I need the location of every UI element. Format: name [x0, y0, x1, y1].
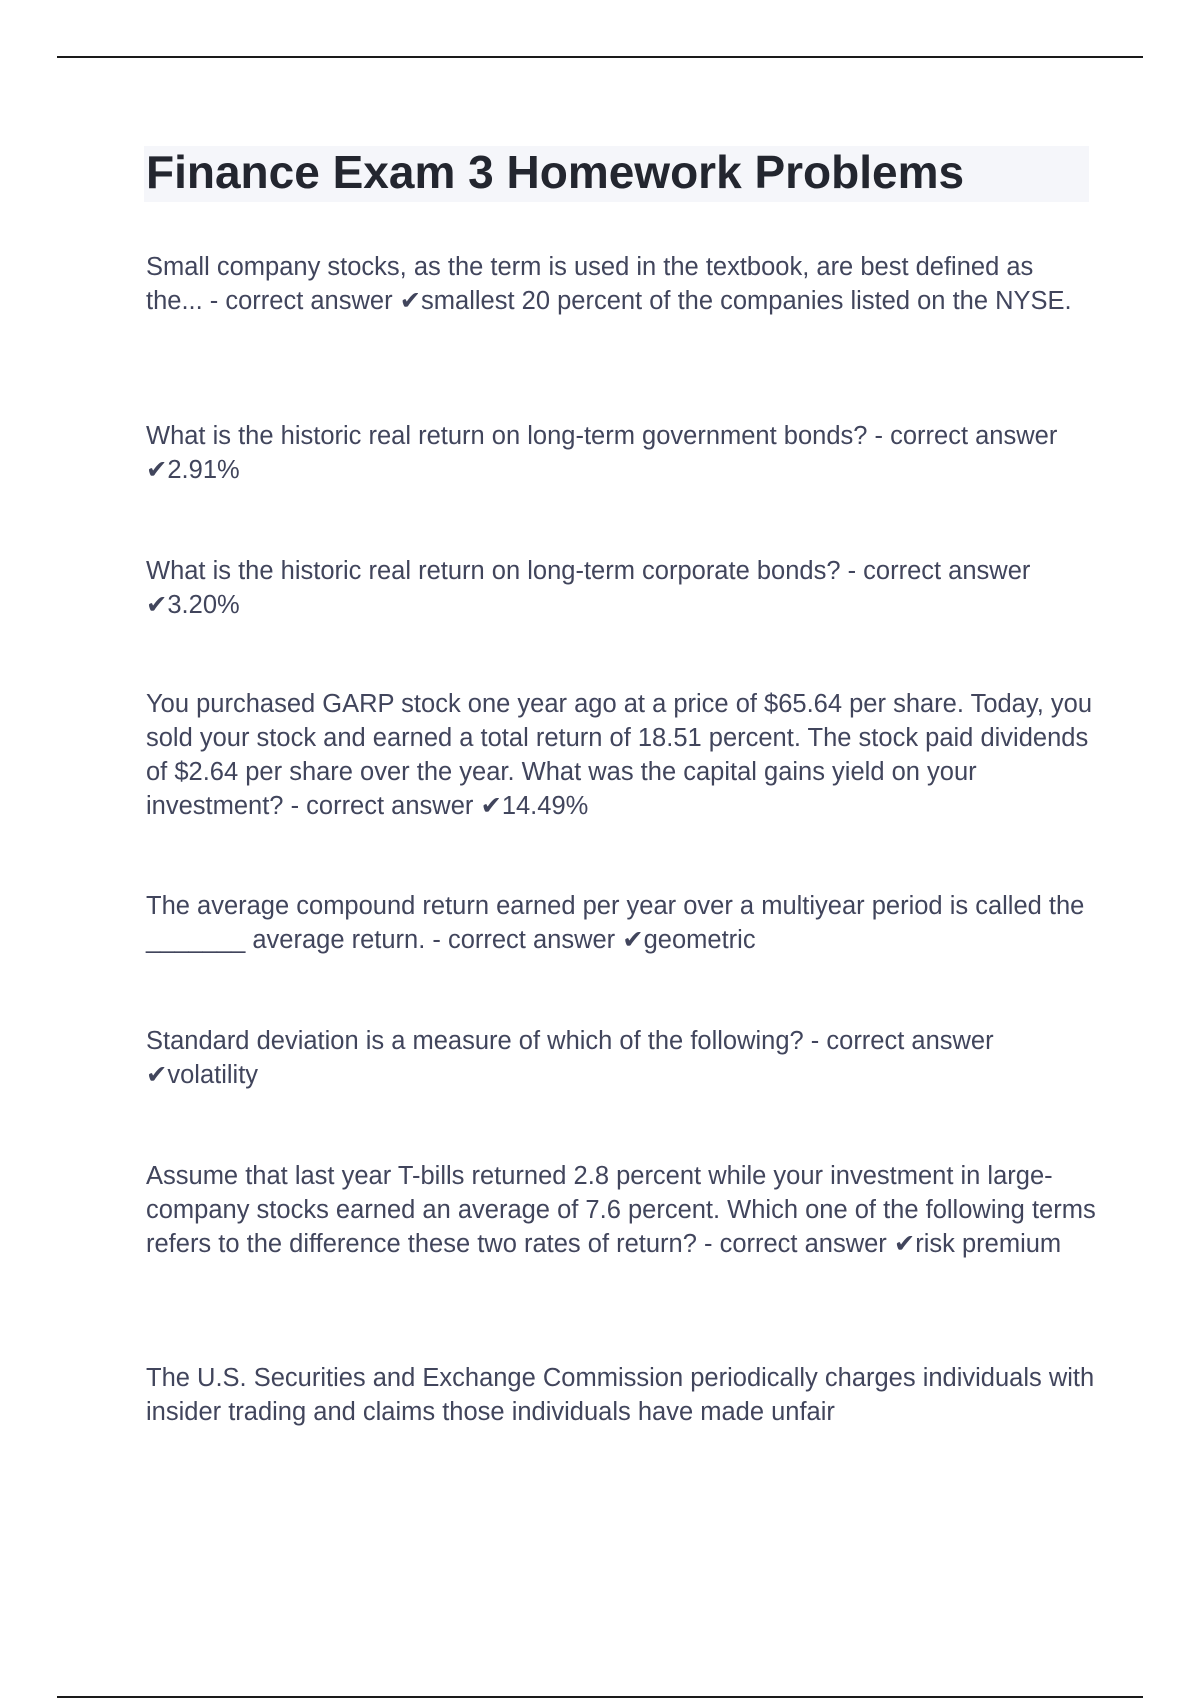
page-title: Finance Exam 3 Homework Problems	[146, 146, 965, 198]
qa-item: You purchased GARP stock one year ago at a price of $65.64 per share. Today, you sold your stock and earned a total return of 18.51 percent. The stock paid dividends of $2.64 per share over the year. What was the capital gains yield on your investment? - correct answer ✔14.49%	[146, 690, 1093, 820]
top-rule	[57, 56, 1143, 58]
qa-item: What is the historic real return on long-term corporate bonds? - correct answer ✔3.20%	[146, 557, 1031, 619]
qa-item: Standard deviation is a measure of which of the following? - correct answer ✔volatility	[146, 1027, 994, 1089]
qa-item: What is the historic real return on long-term government bonds? - correct answer ✔2.91%	[146, 422, 1058, 484]
qa-item: Assume that last year T-bills returned 2.8 percent while your investment in large-company stocks earned an average of 7.6 percent. Which one of the following terms refers to the difference these two rates of return? - correct answer ✔risk premium	[146, 1162, 1096, 1258]
bottom-rule	[57, 1696, 1143, 1698]
qa-item: Small company stocks, as the term is used in the textbook, are best defined as the... - correct answer ✔smallest 20 percent of the companies listed on the NYSE.	[146, 253, 1072, 315]
qa-item: The U.S. Securities and Exchange Commission periodically charges individuals with insider trading and claims those individuals have made unfair	[146, 1364, 1095, 1426]
qa-item: The average compound return earned per year over a multiyear period is called the _______ average return. - correct answer ✔geometric	[146, 892, 1085, 954]
